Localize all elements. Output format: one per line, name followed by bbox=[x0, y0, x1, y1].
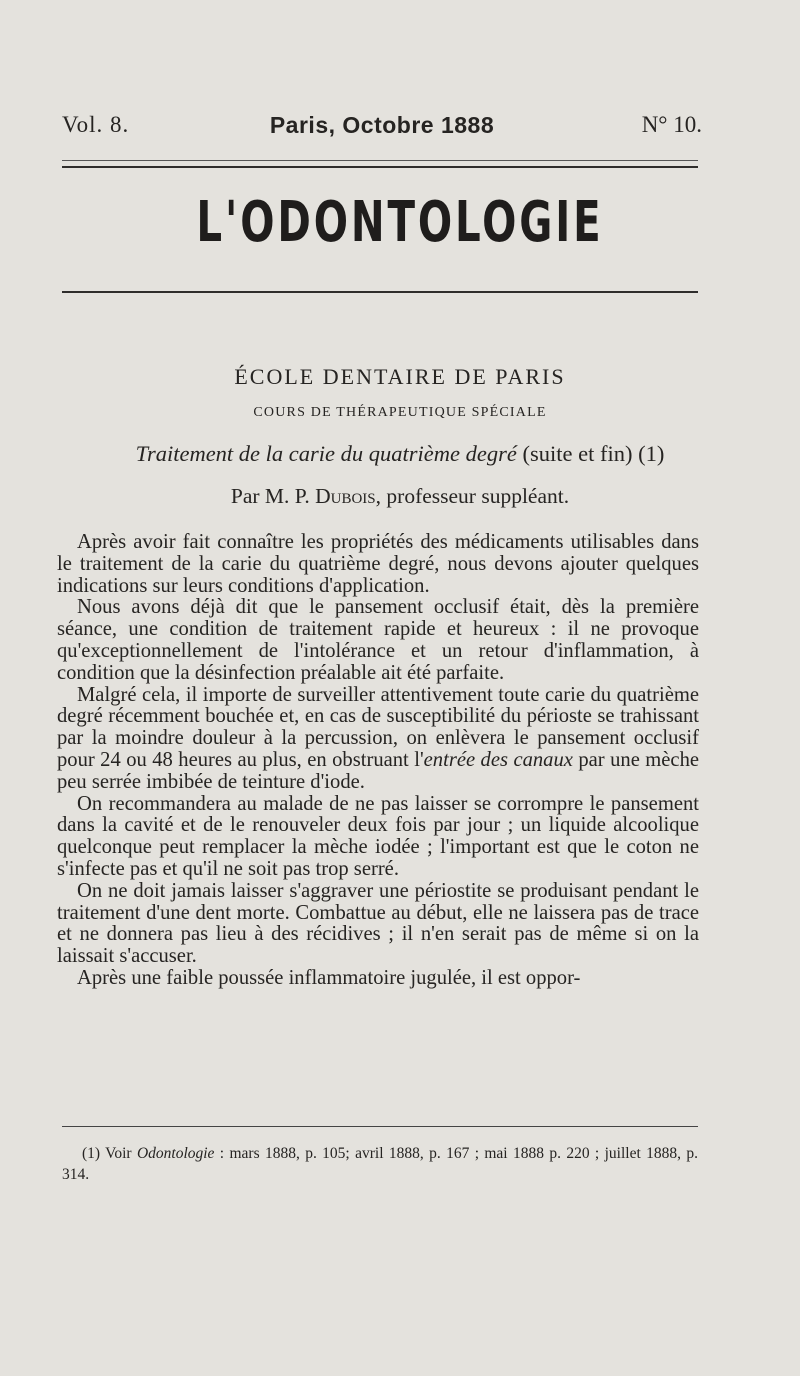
journal-title: L'ODONTOLOGIE bbox=[196, 190, 604, 255]
paragraph: Après une faible poussée inflammatoire jugulée, il est oppor- bbox=[77, 966, 581, 989]
author-line bbox=[15, 484, 785, 509]
paragraph-text: Malgré cela, il importe de surveiller attentivement toute carie du quatrième degré récemment bouchée et, en cas de susceptibilité du périoste se trahissant par la moindre douleur à la percussion, on enlèvera le pansement occlusif pour 24 ou 48 heures au plus, en obstruant l' bbox=[57, 683, 699, 771]
paragraph bbox=[57, 685, 699, 794]
place-date: Paris, Octobre 1888 bbox=[269, 112, 495, 138]
issue-number: N° 10. bbox=[641, 112, 702, 137]
footnote-prefix: (1) Voir bbox=[82, 1145, 137, 1162]
page-margin-bottom bbox=[0, 1195, 800, 1376]
header-rule-thin bbox=[62, 160, 698, 161]
author-suffix: , professeur suppléant. bbox=[375, 484, 570, 508]
footnote-journal: Odontologie bbox=[136, 1145, 215, 1162]
course-heading: COURS DE THÉRAPEUTIQUE SPÉCIALE bbox=[253, 405, 547, 420]
footnote-rule bbox=[62, 1126, 698, 1127]
article-title-main: Traitement de la carie du quatrième degré bbox=[135, 441, 517, 466]
article-title bbox=[20, 441, 780, 467]
header-rule-thick bbox=[62, 166, 698, 168]
masthead-rule bbox=[62, 291, 698, 293]
author-prefix: Par M. P. bbox=[230, 484, 316, 508]
author-name: Dubois bbox=[315, 484, 376, 508]
paragraph: Nous avons déjà dit que le pansement occlusif était, dès la première séance, une condition de traitement rapide et heureux : il ne provoque qu'exceptionnellement de l'intolérance et un retour d'inflammation, à condition que la désinfection préalable ait été parfaite. bbox=[57, 596, 699, 684]
footnote bbox=[62, 1143, 698, 1185]
volume-label: Vol. 8. bbox=[62, 112, 130, 137]
paragraph: Après avoir fait connaître les propriétés des médicaments utilisables dans le traitement de la carie du quatrième degré, nous devons ajouter quelques indications sur leurs conditions d'application. bbox=[57, 531, 699, 597]
paragraph-text: par une mèche peu serrée imbibée de teinture d'iode. bbox=[57, 748, 700, 793]
article-title-rest: (suite et fin) (1) bbox=[516, 441, 665, 466]
footnote-rest: : mars 1888, p. 105; avril 1888, p. 167 ; mai 1888 p. 220 ; juillet 1888, p. 314. bbox=[62, 1145, 698, 1183]
emphasis-text: entrée des canaux bbox=[423, 748, 573, 771]
running-header bbox=[62, 112, 702, 142]
paragraph: On ne doit jamais laisser s'aggraver une périostite se produisant pendant le traitement d'une dent morte. Combattue au début, elle ne laissera pas de trace et ne donnera pas lieu à des récidives ; il n'en serait pas de même si on la laissait s'accuser. bbox=[57, 879, 699, 968]
article-body bbox=[57, 532, 699, 990]
paragraph: On recommandera au malade de ne pas laisser se corrompre le pansement dans la cavité et de le renouveler deux fois par jour ; un liquide alcoolique quelconque peut remplacer la mèche iodée ; l'important est que le coton ne s'infecte pas et qu'il ne soit pas trop serré. bbox=[57, 792, 699, 880]
school-heading: ÉCOLE DENTAIRE DE PARIS bbox=[234, 364, 566, 389]
